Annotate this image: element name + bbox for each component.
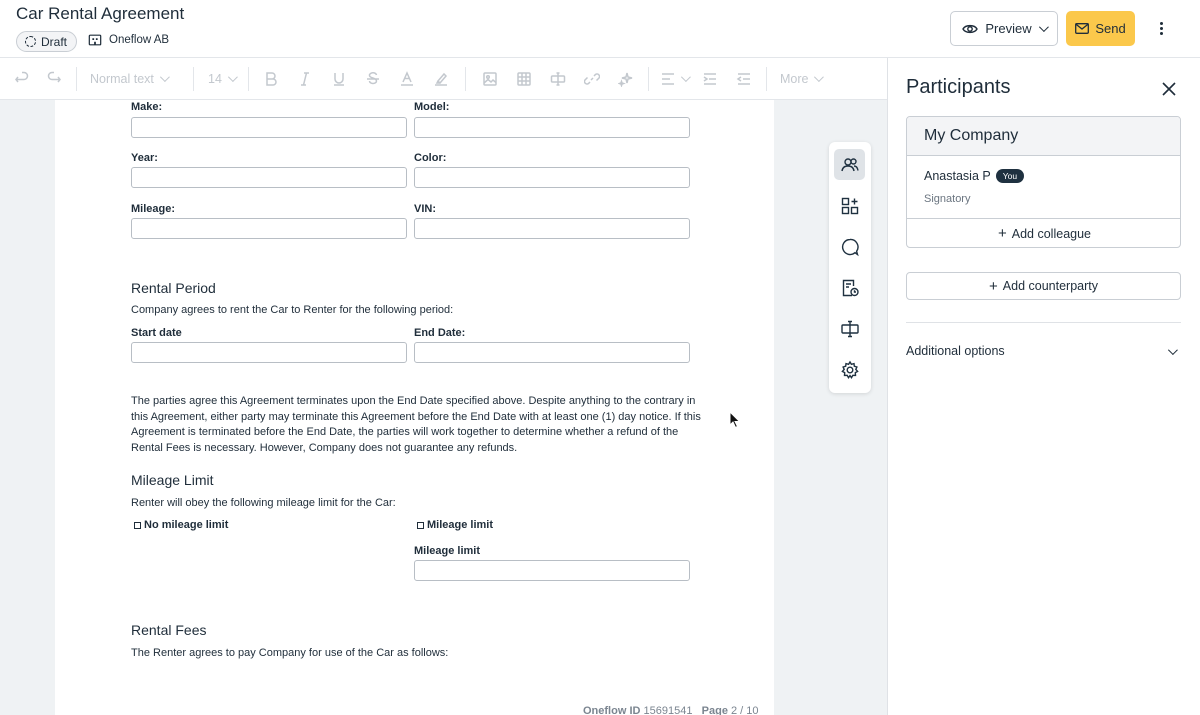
you-badge: You [996,169,1024,183]
end-date-label: End Date: [414,327,466,339]
ai-sparkle-icon[interactable] [614,67,638,91]
send-label: Send [1095,21,1126,36]
model-field[interactable] [414,117,690,138]
eye-icon [962,23,978,35]
document-canvas [0,100,887,715]
highlight-icon[interactable] [429,67,453,91]
italic-icon[interactable] [293,67,317,91]
participant-name: Anastasia P [924,169,991,183]
no-mileage-limit-checkbox[interactable] [134,519,228,531]
status-badge [16,31,77,52]
more-options-icon[interactable] [1152,18,1170,38]
outdent-icon[interactable] [732,67,756,91]
make-label: Make: [131,101,163,113]
font-size-select[interactable] [208,72,238,86]
chevron-down-icon [160,72,170,82]
bold-icon[interactable] [259,67,283,91]
more-label: More [780,71,809,86]
page-label: Page [701,705,728,715]
envelope-icon [1075,23,1089,34]
model-label: Model: [414,101,450,113]
more-toolbar-select[interactable] [780,72,821,86]
checkbox-icon [134,522,141,529]
toolbar-divider [248,67,249,91]
plus-icon: + [998,225,1007,242]
toolbar-divider [76,67,77,91]
chevron-down-icon [228,72,238,82]
header [0,0,1200,58]
redo-icon[interactable] [42,67,66,91]
font-size-value: 14 [208,71,222,86]
color-field[interactable] [414,167,690,188]
vin-label: VIN: [414,203,436,215]
toolbar-divider [648,67,649,91]
draft-icon [25,36,36,47]
plus-icon: + [989,277,998,295]
start-date-label: Start date [131,327,182,339]
additional-options-toggle[interactable] [906,344,1181,358]
start-date-field[interactable] [131,342,407,363]
align-left-icon [661,73,675,85]
rental-period-heading: Rental Period [131,280,216,296]
document-page [55,100,774,715]
panel-title: Participants [906,76,1011,98]
company-card [906,116,1181,248]
chevron-down-icon [681,72,691,82]
add-colleague-button[interactable] [907,218,1181,248]
termination-paragraph [131,394,701,456]
toolbar-divider [766,67,767,91]
form-field-icon[interactable] [546,67,570,91]
preview-button[interactable] [950,11,1058,46]
page-footer [583,705,759,715]
year-field[interactable] [131,167,407,188]
table-icon[interactable] [512,67,536,91]
mileage-limit-heading: Mileage Limit [131,472,214,488]
mileage-limit-intro: Renter will obey the following mileage limit for the Car: [131,497,396,509]
tool-rail [829,142,871,393]
participants-panel [887,58,1200,715]
oneflow-id-label: Oneflow ID [583,705,641,715]
termination-line: Agreement is terminated before the End Date, the parties will work together to determine whether a refund of the [131,426,679,438]
no-mileage-limit-label: No mileage limit [144,519,229,531]
form-field-icon[interactable] [834,313,865,344]
close-icon[interactable] [1160,80,1178,98]
end-date-field[interactable] [414,342,690,363]
document-history-icon[interactable] [834,272,865,303]
color-label: Color: [414,152,447,164]
send-button[interactable] [1066,11,1135,46]
mileage-limit-field-label: Mileage limit [414,545,481,557]
add-counterparty-button[interactable] [906,272,1181,300]
chevron-down-icon [1168,345,1178,355]
rental-period-intro: Company agrees to rent the Car to Renter for the following period: [131,304,454,316]
toolbar-divider [193,67,194,91]
link-icon[interactable] [580,67,604,91]
image-icon[interactable] [478,67,502,91]
building-icon [88,33,102,47]
additional-options-label: Additional options [906,344,1005,358]
page-number: 2 / 10 [731,705,759,715]
chevron-down-icon [1039,22,1049,32]
divider [906,322,1181,323]
strikethrough-icon[interactable] [361,67,385,91]
chevron-down-icon [814,72,824,82]
participant-row[interactable] [924,169,1024,183]
undo-icon[interactable] [10,67,34,91]
vin-field[interactable] [414,218,690,239]
status-label: Draft [41,34,68,49]
mouse-cursor-icon [729,411,741,429]
rental-fees-intro: The Renter agrees to pay Company for use of the Car as follows: [131,647,449,659]
text-color-icon[interactable] [395,67,419,91]
settings-gear-icon[interactable] [834,354,865,385]
oneflow-id-value: 15691541 [643,705,693,715]
add-counterparty-label: Add counterparty [1002,279,1098,293]
participants-icon[interactable] [834,149,865,180]
formatting-toolbar [0,58,887,100]
organization [88,33,169,47]
text-style-select[interactable] [90,72,182,86]
mileage-limit-field[interactable] [414,560,690,581]
mileage-label: Mileage: [131,203,176,215]
text-style-value: Normal text [90,71,154,86]
document-title[interactable]: Car Rental Agreement [16,4,185,23]
comments-icon[interactable] [834,231,865,262]
add-section-icon[interactable] [834,190,865,221]
termination-line: this Agreement, either party may terminate this Agreement before the End Date with at least one (1) day notice. If this [131,410,701,423]
mileage-limit-option-label: Mileage limit [427,519,494,531]
participant-role: Signatory [924,193,971,205]
company-name[interactable]: My Company [907,117,1180,156]
mileage-field[interactable] [131,218,407,239]
checkbox-icon [417,522,424,529]
alignment-select[interactable] [661,73,688,85]
mileage-limit-checkbox[interactable] [417,519,493,531]
year-label: Year: [131,152,158,164]
underline-icon[interactable] [327,67,351,91]
indent-icon[interactable] [698,67,722,91]
termination-line: Rental Fees is necessary. However, Company does not guarantee any refunds. [131,441,518,454]
toolbar-divider [465,67,466,91]
termination-line: The parties agree this Agreement terminates upon the End Date specified above. Despite anything to the contrary in [131,395,696,407]
organization-name: Oneflow AB [109,34,170,46]
preview-label: Preview [985,21,1032,36]
add-colleague-label: Add colleague [1011,226,1091,241]
rental-fees-heading: Rental Fees [131,622,207,638]
make-field[interactable] [131,117,407,138]
